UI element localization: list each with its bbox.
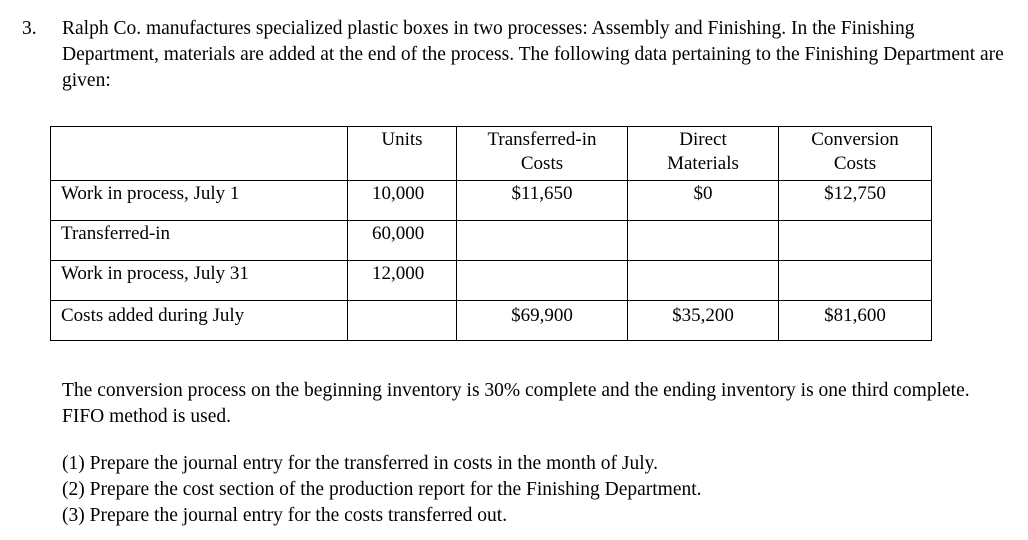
row-label: Work in process, July 31 [51, 261, 348, 301]
row-conversion: $81,600 [779, 301, 932, 341]
header-units-label: Units [381, 129, 423, 150]
row-conversion [779, 221, 932, 261]
question-text: Ralph Co. manufactures specialized plastic boxes in two processes: Assembly and Finishing. In the Finishing Department, materials are added at the end of the process. The following data pertaining to the Finishing Department are given: [62, 18, 1004, 91]
row-conversion: $12,750 [779, 181, 932, 221]
header-conversion [779, 127, 932, 181]
completion-paragraph: The conversion process on the beginning inventory is 30% complete and the ending inventory is one third complete. FIFO method is used. [62, 380, 970, 427]
header-transferred-in-line2: Costs [520, 153, 564, 174]
row-transferred-in: $11,650 [457, 181, 628, 221]
row-label: Costs added during July [51, 301, 348, 341]
task-item-3: (3) Prepare the journal entry for the costs transferred out. [62, 505, 508, 526]
task-item-2: (2) Prepare the cost section of the production report for the Finishing Department. [62, 479, 702, 500]
row-transferred-in [457, 261, 628, 301]
table-header-row [51, 127, 932, 181]
row-units: 10,000 [348, 181, 457, 221]
header-transferred-in [457, 127, 628, 181]
header-direct-materials [628, 127, 779, 181]
data-table [50, 126, 932, 341]
header-conversion-line2: Costs [833, 153, 877, 174]
header-units [348, 127, 457, 181]
table-row [51, 261, 932, 301]
task-list [62, 451, 1012, 529]
row-label: Work in process, July 1 [51, 181, 348, 221]
row-direct-materials: $0 [628, 181, 779, 221]
row-units: 60,000 [348, 221, 457, 261]
question-number: 3. [22, 18, 37, 39]
row-label: Transferred-in [51, 221, 348, 261]
table-row [51, 221, 932, 261]
row-direct-materials [628, 221, 779, 261]
row-transferred-in [457, 221, 628, 261]
header-transferred-in-line1: Transferred-in [487, 129, 597, 150]
header-direct-materials-line2: Materials [667, 153, 739, 174]
question-block [22, 16, 1012, 94]
row-conversion [779, 261, 932, 301]
table-row [51, 181, 932, 221]
row-transferred-in: $69,900 [457, 301, 628, 341]
table-row [51, 301, 932, 341]
row-units: 12,000 [348, 261, 457, 301]
header-blank [51, 127, 348, 181]
header-conversion-line1: Conversion [811, 129, 899, 150]
row-direct-materials: $35,200 [628, 301, 779, 341]
row-units [348, 301, 457, 341]
header-direct-materials-line1: Direct [679, 129, 727, 150]
task-item-1: (1) Prepare the journal entry for the transferred in costs in the month of July. [62, 453, 659, 474]
row-direct-materials [628, 261, 779, 301]
